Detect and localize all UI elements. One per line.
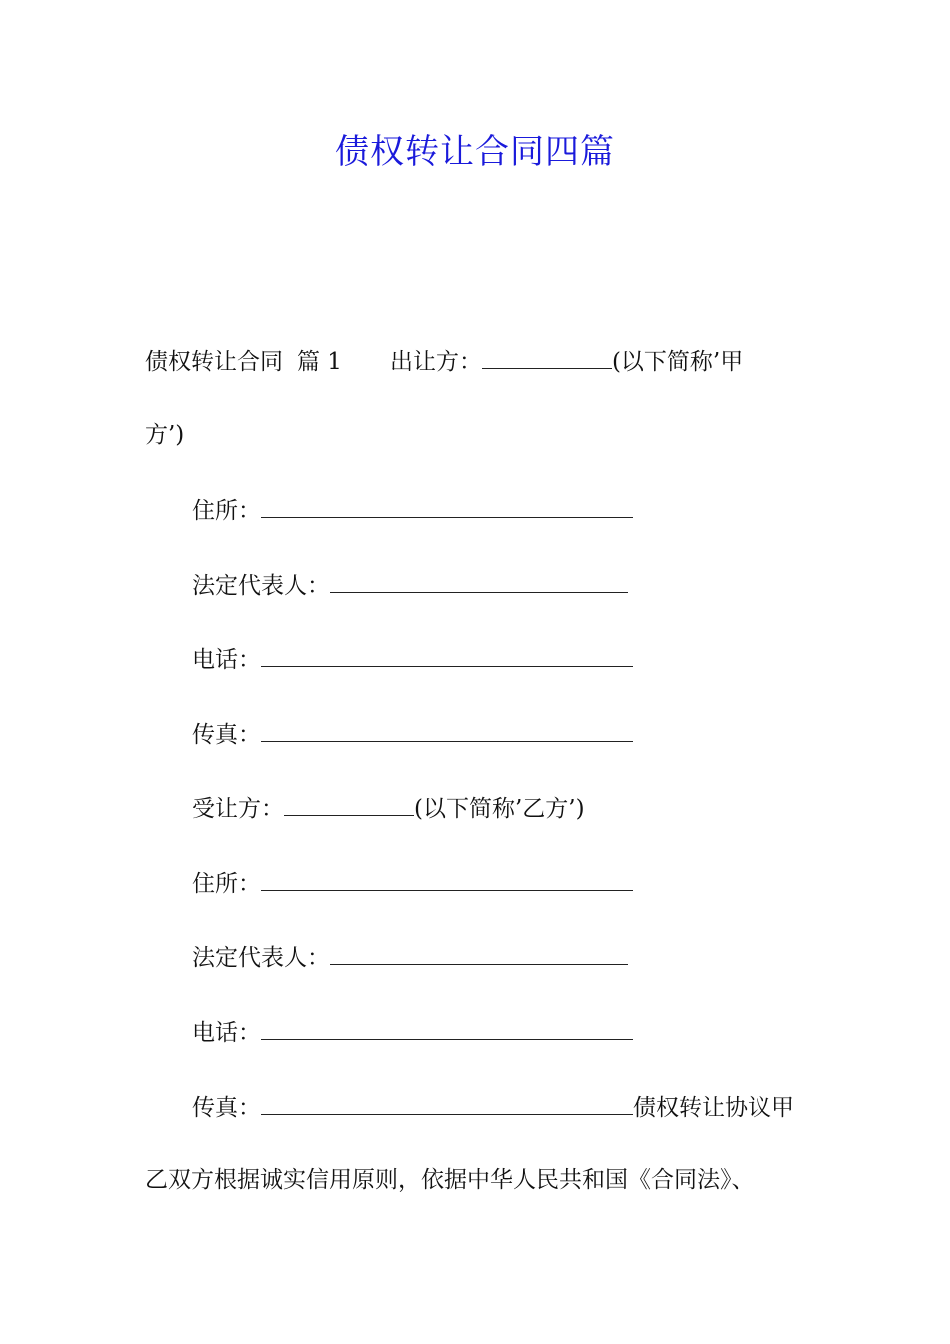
- transferor-label: 出让方：: [389, 349, 482, 375]
- party-b-rep: [192, 938, 628, 976]
- party-a-rep: [192, 566, 628, 604]
- transferee-line: [192, 789, 585, 827]
- party-b-address-label: 住所：: [192, 871, 261, 897]
- party-a-address-label: 住所：: [192, 498, 261, 524]
- party-b-phone: [192, 1013, 633, 1051]
- transferee-note: (以下简称’乙方’): [414, 796, 585, 822]
- party-b-rep-label: 法定代表人：: [192, 945, 330, 971]
- transferor-note-cont: 方’): [145, 422, 185, 448]
- transferee-blank: [284, 789, 414, 816]
- party-a-rep-label: 法定代表人：: [192, 573, 330, 599]
- party-a-address: [192, 491, 633, 529]
- party-a-phone-blank: [261, 640, 633, 667]
- party-a-fax-blank: [261, 715, 633, 742]
- party-b-address-blank: [261, 864, 633, 891]
- transferor-note: (以下简称’甲: [611, 349, 744, 375]
- party-b-address: [192, 864, 633, 902]
- heading-index: 篇 1: [297, 349, 342, 375]
- party-a-address-blank: [261, 491, 633, 518]
- party-b-fax-label: 传真：: [192, 1095, 261, 1121]
- transferee-label: 受让方：: [192, 796, 284, 822]
- party-b-fax: [192, 1088, 794, 1126]
- transferor-blank: [482, 342, 612, 369]
- party-a-fax-label: 传真：: [192, 722, 261, 748]
- party-a-fax: [192, 715, 633, 753]
- party-b-rep-blank: [330, 938, 628, 965]
- party-b-phone-label: 电话：: [192, 1020, 261, 1046]
- heading-prefix: 债权转让合同: [145, 349, 283, 375]
- heading-line: [145, 342, 743, 380]
- body-paragraph: 乙双方根据诚实信用原则，依据中华人民共和国《合同法》、: [145, 1167, 755, 1193]
- document-title: 债权转让合同四篇: [335, 132, 615, 172]
- party-b-phone-blank: [261, 1013, 633, 1040]
- heading-line-cont: [145, 417, 184, 453]
- agreement-start: 债权转让协议甲: [633, 1095, 794, 1121]
- party-a-rep-blank: [330, 566, 628, 593]
- party-b-fax-blank: [261, 1088, 633, 1115]
- party-a-phone-label: 电话：: [192, 647, 261, 673]
- party-a-phone: [192, 640, 633, 678]
